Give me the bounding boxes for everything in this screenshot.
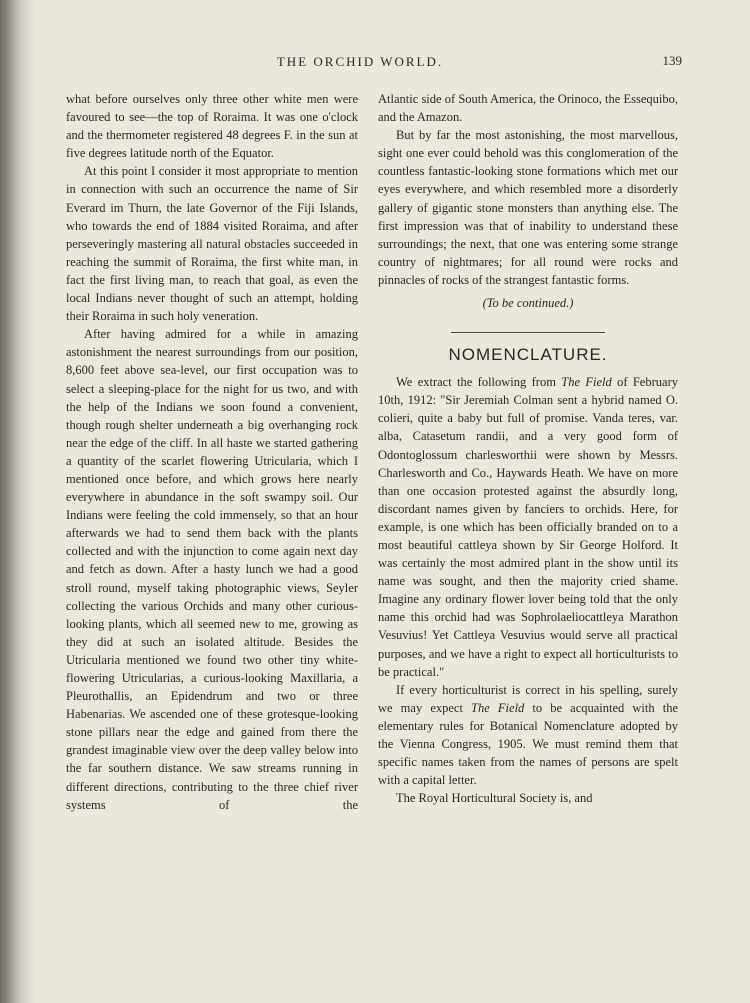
right-column [378,90,678,807]
nomenclature-text-2b: to be acquainted with the elementary rules for Botanical Nomenclature adopted by the Vienna Congress, 1905. We must remind them that specific names taken from the names of persons are spelt with a capital letter. [378,700,678,788]
publication-title: The Field [561,375,612,390]
right-paragraph-1: Atlantic side of South America, the Orinoco, the Essequibo, and the Amazon. [378,92,678,125]
section-divider-rule [451,332,605,333]
left-column [66,90,358,814]
left-paragraph-1: what before ourselves only three other white men were favoured to see—the top of Roraima. It was one o'clock and the thermometer registered 48 degrees F. in the sun at five degrees latitude north of the Equator. [66,92,358,161]
publication-title: The Field [471,700,525,715]
to-be-continued-note: (To be continued.) [482,296,574,311]
section-title: NOMENCLATURE. [448,345,608,365]
nomenclature-text-1b: of February 10th, 1912: "Sir Jeremiah Colman sent a hybrid named O. colieri, quite a baby but full of promise. Vanda teres, var. alba, Catasetum randii, and a very good form of Odontoglossum charlesworthii were shown by Messrs. Charlesworth and Co., Haywards Heath. We have on more than one occasion protested against the absurdly long, discordant names given by fanciers to orchids. Here, for example, is one which has been officially branded on to a most beautiful cattleya shown by Sir George Holford. It was certainly the most admired plant in the show until its name was sought, and then the majority cried shame. Imagine any ordinary flower lover being told that the only name this orchid had was Sophrolaeliocattleya Marathon Vesuvius! Yet Cattleya Vesuvius would serve all practical purposes, and we have a right to expect all horticulturists to be practical." [378,375,678,679]
nomenclature-paragraph-1 [378,373,678,681]
page-header [40,52,680,76]
nomenclature-text-2a: If every horticulturist is correct in his spelling, surely we may expect [378,682,678,715]
nomenclature-paragraph-3: The Royal Horticultural Society is, and [396,791,593,806]
left-paragraph-2: At this point I consider it most appropriate to mention in connection with such an occurrence the name of Sir Everard im Thurn, the late Governor of the Fiji Islands, who towards the end of 1884 visited Roraima, and after perseveringly mastering all natural obstacles succeeded in reaching the summit of Roraima, the first white man, in fact the first living man, to reach that goal, as even the local Indians never thought of such an attempt, holding their Roraima in such holy veneration. [66,164,358,324]
book-gutter-shadow [0,0,36,1003]
right-paragraph-2: But by far the most astonishing, the most marvellous, sight one ever could behold was this conglomeration of the countless fantastic-looking stone formations which met our eyes everywhere, and which resembled more a disorderly gallery of gigantic stone monsters than anything else. The first impression was that of inability to understand these surroundings; the next, that one was entering some strange country of nightmares; for all round were rocks and pinnacles of rocks of the strangest fantastic forms. [378,128,678,287]
left-paragraph-3: After having admired for a while in amazing astonishment the nearest surroundings from our position, 8,600 feet above sea-level, our first occupation was to select a sleeping-place for the night for us two, and with the help of the Indians we soon found a convenient, though rough shelter underneath a big overhanging rock near the edge of the cliff. In all haste we started gathering a quantity of the scarlet flowering Utricularia, which I mentioned once before, and which grows here nearly everywhere in abundance in the soft swampy soil. Our Indians were feeling the cold immensely, so that an hour afterwards we had to send them back with the plants collected and with the injunction to come again next day and fetch as down. After a hasty lunch we had a good stroll round, myself taking photographic views, Seyler collecting the various Orchids and many other curious-looking plants, which all seemed new to me, growing as they did at such an isolated altitude. Besides the Utricularia mentioned we found two other tiny white-flowering Utricularias, a curious-looking Maxillaria, a Pleurothallis, an Epidendrum and two or three Habenarias. We ascended one of these grotesque-looking stone pillars near the edge and gained from there the grandest imaginable view over the deep valley below into the far southern distance. We saw streams running in different directions, contributing to the three chief river systems of the [66,327,358,812]
nomenclature-paragraph-2 [378,681,678,790]
running-title: THE ORCHID WORLD. [276,54,444,69]
page-number: 139 [662,53,682,68]
nomenclature-text-1a: We extract the following from [396,375,562,390]
